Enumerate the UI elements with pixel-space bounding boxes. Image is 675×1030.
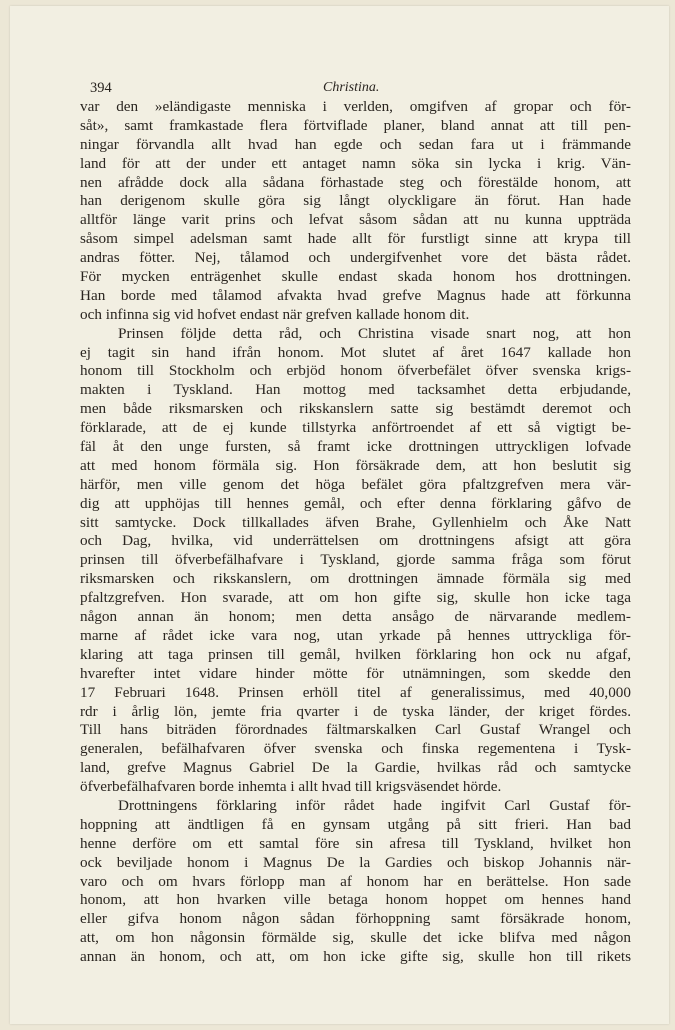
text-line: henne derföre om ett samtal före sin afresa till Tyskland, hvilket hon xyxy=(80,834,631,852)
text-line: hvarefter intet vidare hinder mötte för utnämningen, som skedde den xyxy=(80,664,631,682)
text-line: honom till Stockholm och erbjöd honom öfverbefälet öfver svenska krigs- xyxy=(80,362,631,380)
text-line: Drottningens förklaring inför rådet hade ingifvit Carl Gustaf för- xyxy=(118,796,631,814)
text-line: andras fötter. Nej, tålamod och undergifvenhet vore det bästa rådet. xyxy=(80,249,631,267)
text-line: sitt samtycke. Dock tillkallades äfven Brahe, Gyllenhielm och Åke Natt xyxy=(80,513,631,531)
text-line: För mycken enträgenhet skulle endast skada honom hos drottningen. xyxy=(80,268,631,286)
body-text xyxy=(80,98,631,967)
text-line: klaring att taga prinsen till gemål, hvilken förklaring hon ock nu afgaf, xyxy=(80,645,631,663)
text-line: annan än honom, och att, om hon icke gifte sig, skulle hon till rikets xyxy=(80,948,631,966)
text-line: varo och om hvars förlopp man af honom har en berättelse. Hon sade xyxy=(80,872,631,890)
text-line: dig att upphöjas till hennes gemål, och efter denna förklaring gåfvo de xyxy=(80,494,631,512)
text-line: hoppning att ändtligen få en gynsam utgång på sitt frieri. Han bad xyxy=(80,815,631,833)
text-line: land, grefve Magnus Gabriel De la Gardie, hvilkas råd och samtycke xyxy=(80,759,631,777)
text-line: 17 Februari 1648. Prinsen erhöll titel af generalissimus, med 40,000 xyxy=(80,683,631,701)
text-line: såsom simpel adelsman samt hade allt för furstligt sinne att krypa till xyxy=(80,230,631,248)
text-line: eller gifva honom någon sådan förhoppning samt försäkrade honom, xyxy=(80,910,631,928)
text-line: rdr i årlig lön, jemte fria qvarter i de tyska länder, der kriget fördes. xyxy=(80,702,631,720)
text-line: makten i Tyskland. Han mottog med tacksamhet detta erbjudande, xyxy=(80,381,631,399)
text-line: öfverbefälhafvaren borde inhemta i allt hvad till krigsväsendet hörde. xyxy=(80,778,502,796)
text-line: var den »eländigaste menniska i verlden, omgifven af gropar och för- xyxy=(80,98,631,115)
text-line: härför, men ville genom det höga befälet göra pfaltzgrefven mera vär- xyxy=(80,475,631,493)
text-line: Prinsen följde detta råd, och Christina visade snart nog, att hon xyxy=(118,324,631,342)
text-line: ningar förvandla allt hvad han egde och sedan fara ut i främmande xyxy=(80,135,631,153)
text-line: och infinna sig vid hofvet endast när grefven kallade honom dit. xyxy=(80,305,470,323)
text-line: riksmarsken och rikskanslern, om drottningen ämnade förmäla sig med xyxy=(80,570,631,588)
text-line: att, om hon någonsin förmälde sig, skulle det icke blifva med någon xyxy=(80,929,631,947)
text-line: förklarade, att de ej kunde tillstyrka anförtroendet af ett så vigtigt be- xyxy=(80,419,631,437)
text-line: Han borde med tålamod afvakta hvad grefve Magnus hade att förkunna xyxy=(80,286,631,304)
text-line: Till hans biträden förordnades fältmarskalken Carl Gustaf Wrangel och xyxy=(80,721,631,739)
text-line: någon annan än honom; men detta ansågo de närvarande medlem- xyxy=(80,608,631,626)
text-line: han derigenom skulle göra sig långt olyckligare än förut. Han hade xyxy=(80,192,631,210)
page-number: 394 xyxy=(90,80,112,96)
text-line: fäl åt den unge fursten, så framt icke drottningen uttryckligen lofvade xyxy=(80,438,631,456)
text-line: att med honom förmäla sig. Hon försäkrade dem, att hon beslutit sig xyxy=(80,456,631,474)
text-line: ej tagit sin hand ifrån honom. Mot slutet af året 1647 kallade hon xyxy=(80,343,631,361)
running-title: Christina. xyxy=(323,80,380,95)
text-line: men både riksmarsken och rikskanslern satte sig bestämdt deremot och xyxy=(80,400,631,418)
text-line: land för att der under ett antaget namn söka sin lycka i krig. Vän- xyxy=(80,154,631,172)
text-line: prinsen till öfverbefälhafvare i Tyskland, gjorde samma fråga som förut xyxy=(80,551,631,569)
text-line: honom, att hon hvarken ville betaga honom hoppet om hennes hand xyxy=(80,891,631,909)
text-line: nen afrådde dock alla sådana förhastade steg och förestälde honom, att xyxy=(80,173,631,191)
text-line: pfaltzgrefven. Hon svarade, att om hon gifte sig, skulle hon icke taga xyxy=(80,589,631,607)
text-line: alltför länge varit prins och lefvat såsom sådan att nu kunna uppträda xyxy=(80,211,631,229)
text-line: såt», samt framkastade flera förtviflade planer, bland annat att till pen- xyxy=(80,116,631,134)
page-header xyxy=(90,80,640,100)
text-line: marne af rådet icke vara nog, utan yrkade på hennes uttryckliga för- xyxy=(80,626,631,644)
text-line: ock beviljade honom i Magnus De la Gardies och biskop Johannis när- xyxy=(80,853,631,871)
text-line: och Dag, hvilka, vid underrättelsen om drottningens afsigt att göra xyxy=(80,532,631,550)
text-line: generalen, befälhafvaren öfver svenska och finska regementena i Tysk- xyxy=(80,740,631,758)
